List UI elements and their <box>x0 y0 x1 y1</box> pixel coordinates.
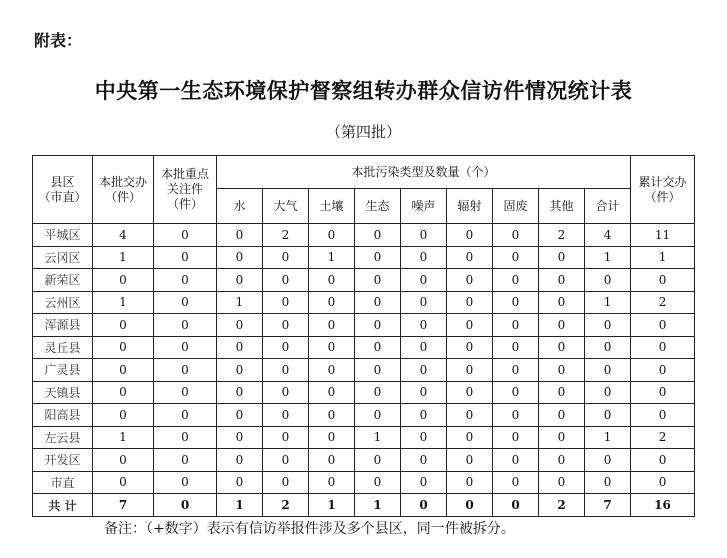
table-cell: 0 <box>493 336 539 359</box>
table-cell: 0 <box>154 336 217 359</box>
table-cell: 0 <box>93 404 154 427</box>
table-row <box>33 449 695 472</box>
table-cell: 0 <box>154 471 217 494</box>
table-cell: 0 <box>263 471 309 494</box>
table-cell: 0 <box>355 246 401 269</box>
table-cell: 0 <box>217 426 263 449</box>
table-row <box>33 336 695 359</box>
table-row <box>33 471 695 494</box>
table-cell: 0 <box>585 471 631 494</box>
table-cell: 0 <box>631 269 695 292</box>
table-cell: 0 <box>539 269 585 292</box>
table-cell: 0 <box>585 381 631 404</box>
table-row <box>33 359 695 382</box>
header-pollution-type: 固废 <box>493 189 539 224</box>
table-cell: 0 <box>401 426 447 449</box>
table-cell: 0 <box>493 224 539 247</box>
table-cell: 0 <box>93 471 154 494</box>
county-name: 云州区 <box>33 291 93 314</box>
table-cell: 0 <box>154 449 217 472</box>
county-name: 浑源县 <box>33 314 93 337</box>
table-cell: 2 <box>263 494 309 517</box>
table-cell: 0 <box>401 381 447 404</box>
table-cell: 0 <box>631 404 695 427</box>
table-cell: 0 <box>154 494 217 517</box>
table-cell: 0 <box>447 224 493 247</box>
attachment-label: 附表： <box>34 31 83 50</box>
table-cell: 0 <box>631 381 695 404</box>
table-row <box>33 224 695 247</box>
table-row <box>33 426 695 449</box>
table-cell: 0 <box>493 314 539 337</box>
table-cell: 1 <box>217 291 263 314</box>
table-cell: 0 <box>539 426 585 449</box>
table-cell: 0 <box>93 381 154 404</box>
table-cell: 0 <box>93 449 154 472</box>
table-cell: 0 <box>447 291 493 314</box>
table-cell: 0 <box>355 359 401 382</box>
table-cell: 0 <box>154 359 217 382</box>
header-pollution-group: 本批污染类型及数量（个） <box>217 156 631 189</box>
county-name: 左云县 <box>33 426 93 449</box>
table-cell: 0 <box>154 291 217 314</box>
table-cell: 4 <box>93 224 154 247</box>
table-cell: 0 <box>401 494 447 517</box>
document-subtitle: （第四批） <box>325 123 401 141</box>
table-row <box>33 314 695 337</box>
county-name: 市直 <box>33 471 93 494</box>
table-cell: 0 <box>355 381 401 404</box>
header-pollution-type: 噪声 <box>401 189 447 224</box>
table-cell: 0 <box>493 291 539 314</box>
table-cell: 0 <box>631 359 695 382</box>
table-cell: 0 <box>154 269 217 292</box>
table-cell: 0 <box>93 359 154 382</box>
table-cell: 0 <box>539 336 585 359</box>
table-cell: 0 <box>309 449 355 472</box>
table-cell: 0 <box>447 359 493 382</box>
table-cell: 0 <box>585 314 631 337</box>
county-name: 阳高县 <box>33 404 93 427</box>
table-cell: 1 <box>217 494 263 517</box>
table-cell: 0 <box>263 449 309 472</box>
table-cell: 0 <box>447 246 493 269</box>
table-cell: 0 <box>447 494 493 517</box>
table-cell: 0 <box>401 246 447 269</box>
table-cell: 0 <box>401 449 447 472</box>
total-label: 共 计 <box>33 494 93 517</box>
table-cell: 0 <box>263 291 309 314</box>
table-cell: 16 <box>631 494 695 517</box>
table-cell: 2 <box>631 291 695 314</box>
table-cell: 0 <box>493 269 539 292</box>
table-cell: 0 <box>539 381 585 404</box>
table-cell: 0 <box>309 381 355 404</box>
table-cell: 0 <box>631 471 695 494</box>
table-cell: 0 <box>217 471 263 494</box>
table-cell: 1 <box>355 494 401 517</box>
footnote: 备注：（+数字）表示有信访举报件涉及多个县区，同一件被拆分。 <box>104 521 515 537</box>
table-cell: 0 <box>154 314 217 337</box>
total-row <box>33 494 695 517</box>
table-cell: 0 <box>355 291 401 314</box>
table-cell: 0 <box>539 359 585 382</box>
table-cell: 7 <box>93 494 154 517</box>
county-name: 平城区 <box>33 224 93 247</box>
table-cell: 0 <box>539 471 585 494</box>
table-cell: 1 <box>355 426 401 449</box>
table-cell: 0 <box>493 246 539 269</box>
table-cell: 0 <box>585 449 631 472</box>
table-cell: 0 <box>217 359 263 382</box>
table-cell: 0 <box>447 471 493 494</box>
table-cell: 2 <box>263 224 309 247</box>
table-cell: 11 <box>631 224 695 247</box>
table-cell: 0 <box>447 449 493 472</box>
table-cell: 0 <box>355 471 401 494</box>
table-cell: 0 <box>585 269 631 292</box>
table-cell: 1 <box>309 494 355 517</box>
table-cell: 0 <box>217 269 263 292</box>
table-cell: 0 <box>447 314 493 337</box>
table-cell: 0 <box>217 404 263 427</box>
table-cell: 1 <box>309 246 355 269</box>
table-cell: 0 <box>401 269 447 292</box>
county-name: 广灵县 <box>33 359 93 382</box>
header-county: 县区 （市直） <box>33 156 93 224</box>
table-cell: 0 <box>447 269 493 292</box>
header-pollution-type: 辐射 <box>447 189 493 224</box>
table-cell: 0 <box>539 404 585 427</box>
table-cell: 0 <box>217 246 263 269</box>
table-cell: 0 <box>447 404 493 427</box>
table-cell: 0 <box>493 381 539 404</box>
table-cell: 0 <box>154 224 217 247</box>
table-cell: 0 <box>631 336 695 359</box>
table-cell: 0 <box>355 314 401 337</box>
county-name: 新荣区 <box>33 269 93 292</box>
table-cell: 7 <box>585 494 631 517</box>
table-cell: 0 <box>401 359 447 382</box>
table-cell: 0 <box>309 269 355 292</box>
table-cell: 0 <box>539 246 585 269</box>
header-pollution-type: 生态 <box>355 189 401 224</box>
table-cell: 0 <box>309 336 355 359</box>
table-cell: 0 <box>493 426 539 449</box>
table-cell: 0 <box>309 426 355 449</box>
table-cell: 0 <box>93 336 154 359</box>
table-cell: 0 <box>585 359 631 382</box>
table-cell: 0 <box>154 404 217 427</box>
table-cell: 0 <box>539 314 585 337</box>
table-cell: 0 <box>631 449 695 472</box>
document-title: 中央第一生态环境保护督察组转办群众信访件情况统计表 <box>94 79 633 103</box>
table-cell: 0 <box>447 426 493 449</box>
table-cell: 0 <box>93 314 154 337</box>
header-cumulative: 累计交办 （件） <box>631 156 695 224</box>
header-batch-count: 本批交办 （件） <box>93 156 154 224</box>
table-cell: 2 <box>631 426 695 449</box>
table-row <box>33 381 695 404</box>
table-row <box>33 404 695 427</box>
table-cell: 0 <box>401 404 447 427</box>
header-pollution-type: 土壤 <box>309 189 355 224</box>
table-cell: 0 <box>309 359 355 382</box>
table-cell: 0 <box>401 336 447 359</box>
table-cell: 4 <box>585 224 631 247</box>
table-cell: 0 <box>355 336 401 359</box>
county-name: 天镇县 <box>33 381 93 404</box>
header-pollution-type: 合计 <box>585 189 631 224</box>
table-cell: 1 <box>631 246 695 269</box>
table-cell: 0 <box>539 449 585 472</box>
header-key-concern: 本批重点 关注件 （件） <box>154 156 217 224</box>
table-cell: 0 <box>355 224 401 247</box>
table-cell: 0 <box>263 269 309 292</box>
table-cell: 0 <box>263 359 309 382</box>
table-cell: 0 <box>309 471 355 494</box>
table-cell: 0 <box>401 471 447 494</box>
table-cell: 0 <box>493 404 539 427</box>
table-cell: 0 <box>217 336 263 359</box>
county-name: 云冈区 <box>33 246 93 269</box>
table-cell: 0 <box>217 381 263 404</box>
table-cell: 0 <box>154 381 217 404</box>
petition-statistics-table <box>32 155 695 517</box>
header-pollution-type: 大气 <box>263 189 309 224</box>
table-cell: 0 <box>217 314 263 337</box>
table-cell: 0 <box>309 404 355 427</box>
header-pollution-type: 水 <box>217 189 263 224</box>
table-cell: 2 <box>539 224 585 247</box>
table-cell: 1 <box>93 291 154 314</box>
table-cell: 0 <box>355 269 401 292</box>
table-cell: 0 <box>401 291 447 314</box>
table-cell: 0 <box>263 404 309 427</box>
table-cell: 0 <box>154 426 217 449</box>
table-cell: 0 <box>263 246 309 269</box>
table-cell: 0 <box>631 314 695 337</box>
table-cell: 0 <box>263 381 309 404</box>
table-cell: 0 <box>585 336 631 359</box>
county-name: 灵丘县 <box>33 336 93 359</box>
table-cell: 1 <box>585 291 631 314</box>
header-pollution-type: 其他 <box>539 189 585 224</box>
table-cell: 0 <box>539 291 585 314</box>
table-cell: 0 <box>217 449 263 472</box>
table-cell: 1 <box>585 426 631 449</box>
table-cell: 0 <box>493 494 539 517</box>
table-cell: 0 <box>154 246 217 269</box>
table-row <box>33 291 695 314</box>
table-cell: 1 <box>585 246 631 269</box>
table-row <box>33 246 695 269</box>
table-cell: 0 <box>493 359 539 382</box>
table-cell: 1 <box>93 426 154 449</box>
table-cell: 0 <box>309 224 355 247</box>
table-cell: 0 <box>263 426 309 449</box>
county-name: 开发区 <box>33 449 93 472</box>
table-cell: 0 <box>309 314 355 337</box>
table-cell: 0 <box>493 471 539 494</box>
table-cell: 0 <box>447 381 493 404</box>
table-cell: 0 <box>93 269 154 292</box>
table-cell: 0 <box>355 404 401 427</box>
table-cell: 0 <box>263 314 309 337</box>
table-cell: 0 <box>401 224 447 247</box>
table-cell: 0 <box>263 336 309 359</box>
table-cell: 0 <box>447 336 493 359</box>
table-cell: 0 <box>401 314 447 337</box>
table-cell: 0 <box>355 449 401 472</box>
table-cell: 1 <box>93 246 154 269</box>
table-cell: 0 <box>493 449 539 472</box>
table-cell: 0 <box>309 291 355 314</box>
table-cell: 0 <box>217 224 263 247</box>
table-row <box>33 269 695 292</box>
table-cell: 2 <box>539 494 585 517</box>
table-cell: 0 <box>585 404 631 427</box>
